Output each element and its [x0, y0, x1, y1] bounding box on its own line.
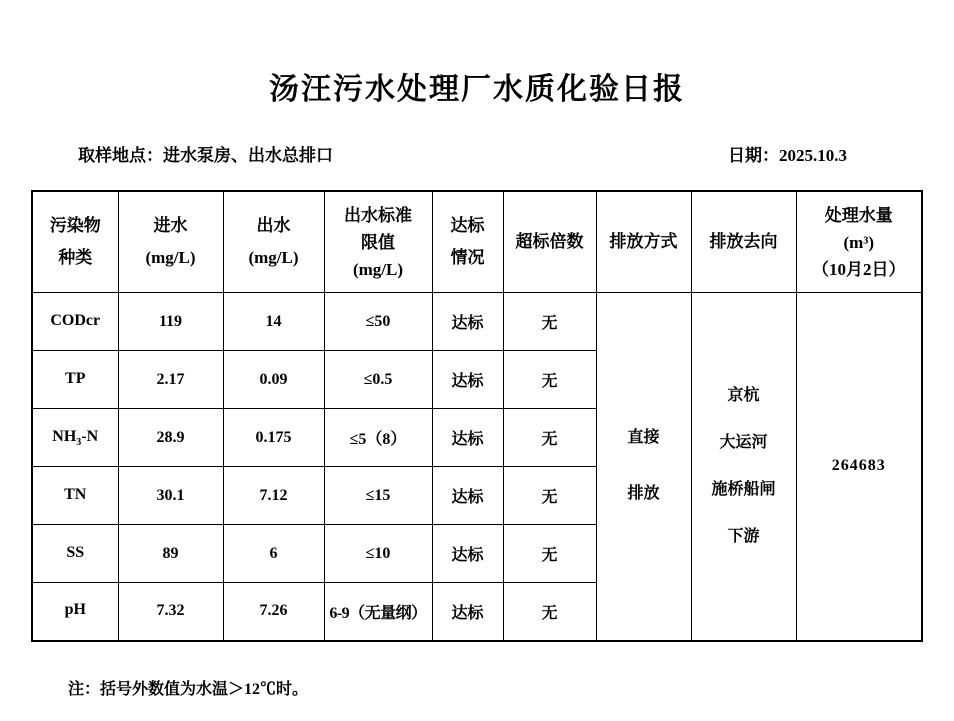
- column-header-pollutant: 污染物 种类: [32, 191, 118, 293]
- compliance-status: 达标: [432, 409, 503, 467]
- exceedance-value: 无: [503, 583, 596, 641]
- compliance-status: 达标: [432, 293, 503, 351]
- compliance-status: 达标: [432, 351, 503, 409]
- limit-value: ≤5（8）: [324, 409, 432, 467]
- pollutant-cell: TN: [32, 467, 118, 525]
- table-header-row: [32, 191, 922, 293]
- compliance-status: 达标: [432, 583, 503, 641]
- exceedance-value: 无: [503, 351, 596, 409]
- effluent-value: 7.26: [223, 583, 324, 641]
- column-header-treated-volume: 处理水量 (m³) （10月2日）: [796, 191, 922, 293]
- influent-value: 119: [118, 293, 223, 351]
- meta-line: [0, 141, 954, 167]
- limit-value: 6-9（无量纲）: [324, 583, 432, 641]
- table-row-codcr: [32, 293, 922, 351]
- limit-value: ≤50: [324, 293, 432, 351]
- date-label: 日期：2025.10.3: [728, 146, 847, 165]
- influent-value: 7.32: [118, 583, 223, 641]
- column-header-influent: 进水 (mg/L): [118, 191, 223, 293]
- effluent-value: 6: [223, 525, 324, 583]
- column-header-effluent: 出水 (mg/L): [223, 191, 324, 293]
- exceedance-value: 无: [503, 293, 596, 351]
- discharge-destination-cell: 京杭 大运河 施桥船闸 下游: [691, 293, 796, 641]
- column-header-discharge-mode: 排放方式: [596, 191, 691, 293]
- exceedance-value: 无: [503, 467, 596, 525]
- pollutant-cell: SS: [32, 525, 118, 583]
- column-header-compliance: 达标 情况: [432, 191, 503, 293]
- treated-volume-cell: 264683: [796, 293, 922, 641]
- pollutant-cell: TP: [32, 351, 118, 409]
- effluent-value: 14: [223, 293, 324, 351]
- exceedance-value: 无: [503, 525, 596, 583]
- influent-value: 30.1: [118, 467, 223, 525]
- influent-value: 89: [118, 525, 223, 583]
- effluent-value: 0.09: [223, 351, 324, 409]
- water-quality-table: [31, 190, 923, 642]
- sampling-location-label: 取样地点：进水泵房、出水总排口: [78, 146, 333, 165]
- page-title: 汤汪污水处理厂水质化验日报: [269, 73, 685, 106]
- limit-value: ≤10: [324, 525, 432, 583]
- column-header-discharge-destination: 排放去向: [691, 191, 796, 293]
- limit-value: ≤15: [324, 467, 432, 525]
- pollutant-cell: pH: [32, 583, 118, 641]
- influent-value: 28.9: [118, 409, 223, 467]
- column-header-exceedance: 超标倍数: [503, 191, 596, 293]
- discharge-mode-cell: 直接 排放: [596, 293, 691, 641]
- influent-value: 2.17: [118, 351, 223, 409]
- pollutant-cell: $NH_3-N$: [32, 409, 118, 467]
- exceedance-value: 无: [503, 409, 596, 467]
- compliance-status: 达标: [432, 467, 503, 525]
- footnote: 注：括号外数值为水温＞12℃时。: [68, 681, 309, 698]
- limit-value: ≤0.5: [324, 351, 432, 409]
- effluent-value: 0.175: [223, 409, 324, 467]
- effluent-value: 7.12: [223, 467, 324, 525]
- column-header-limit: 出水标准 限值 (mg/L): [324, 191, 432, 293]
- pollutant-cell: CODcr: [32, 293, 118, 351]
- compliance-status: 达标: [432, 525, 503, 583]
